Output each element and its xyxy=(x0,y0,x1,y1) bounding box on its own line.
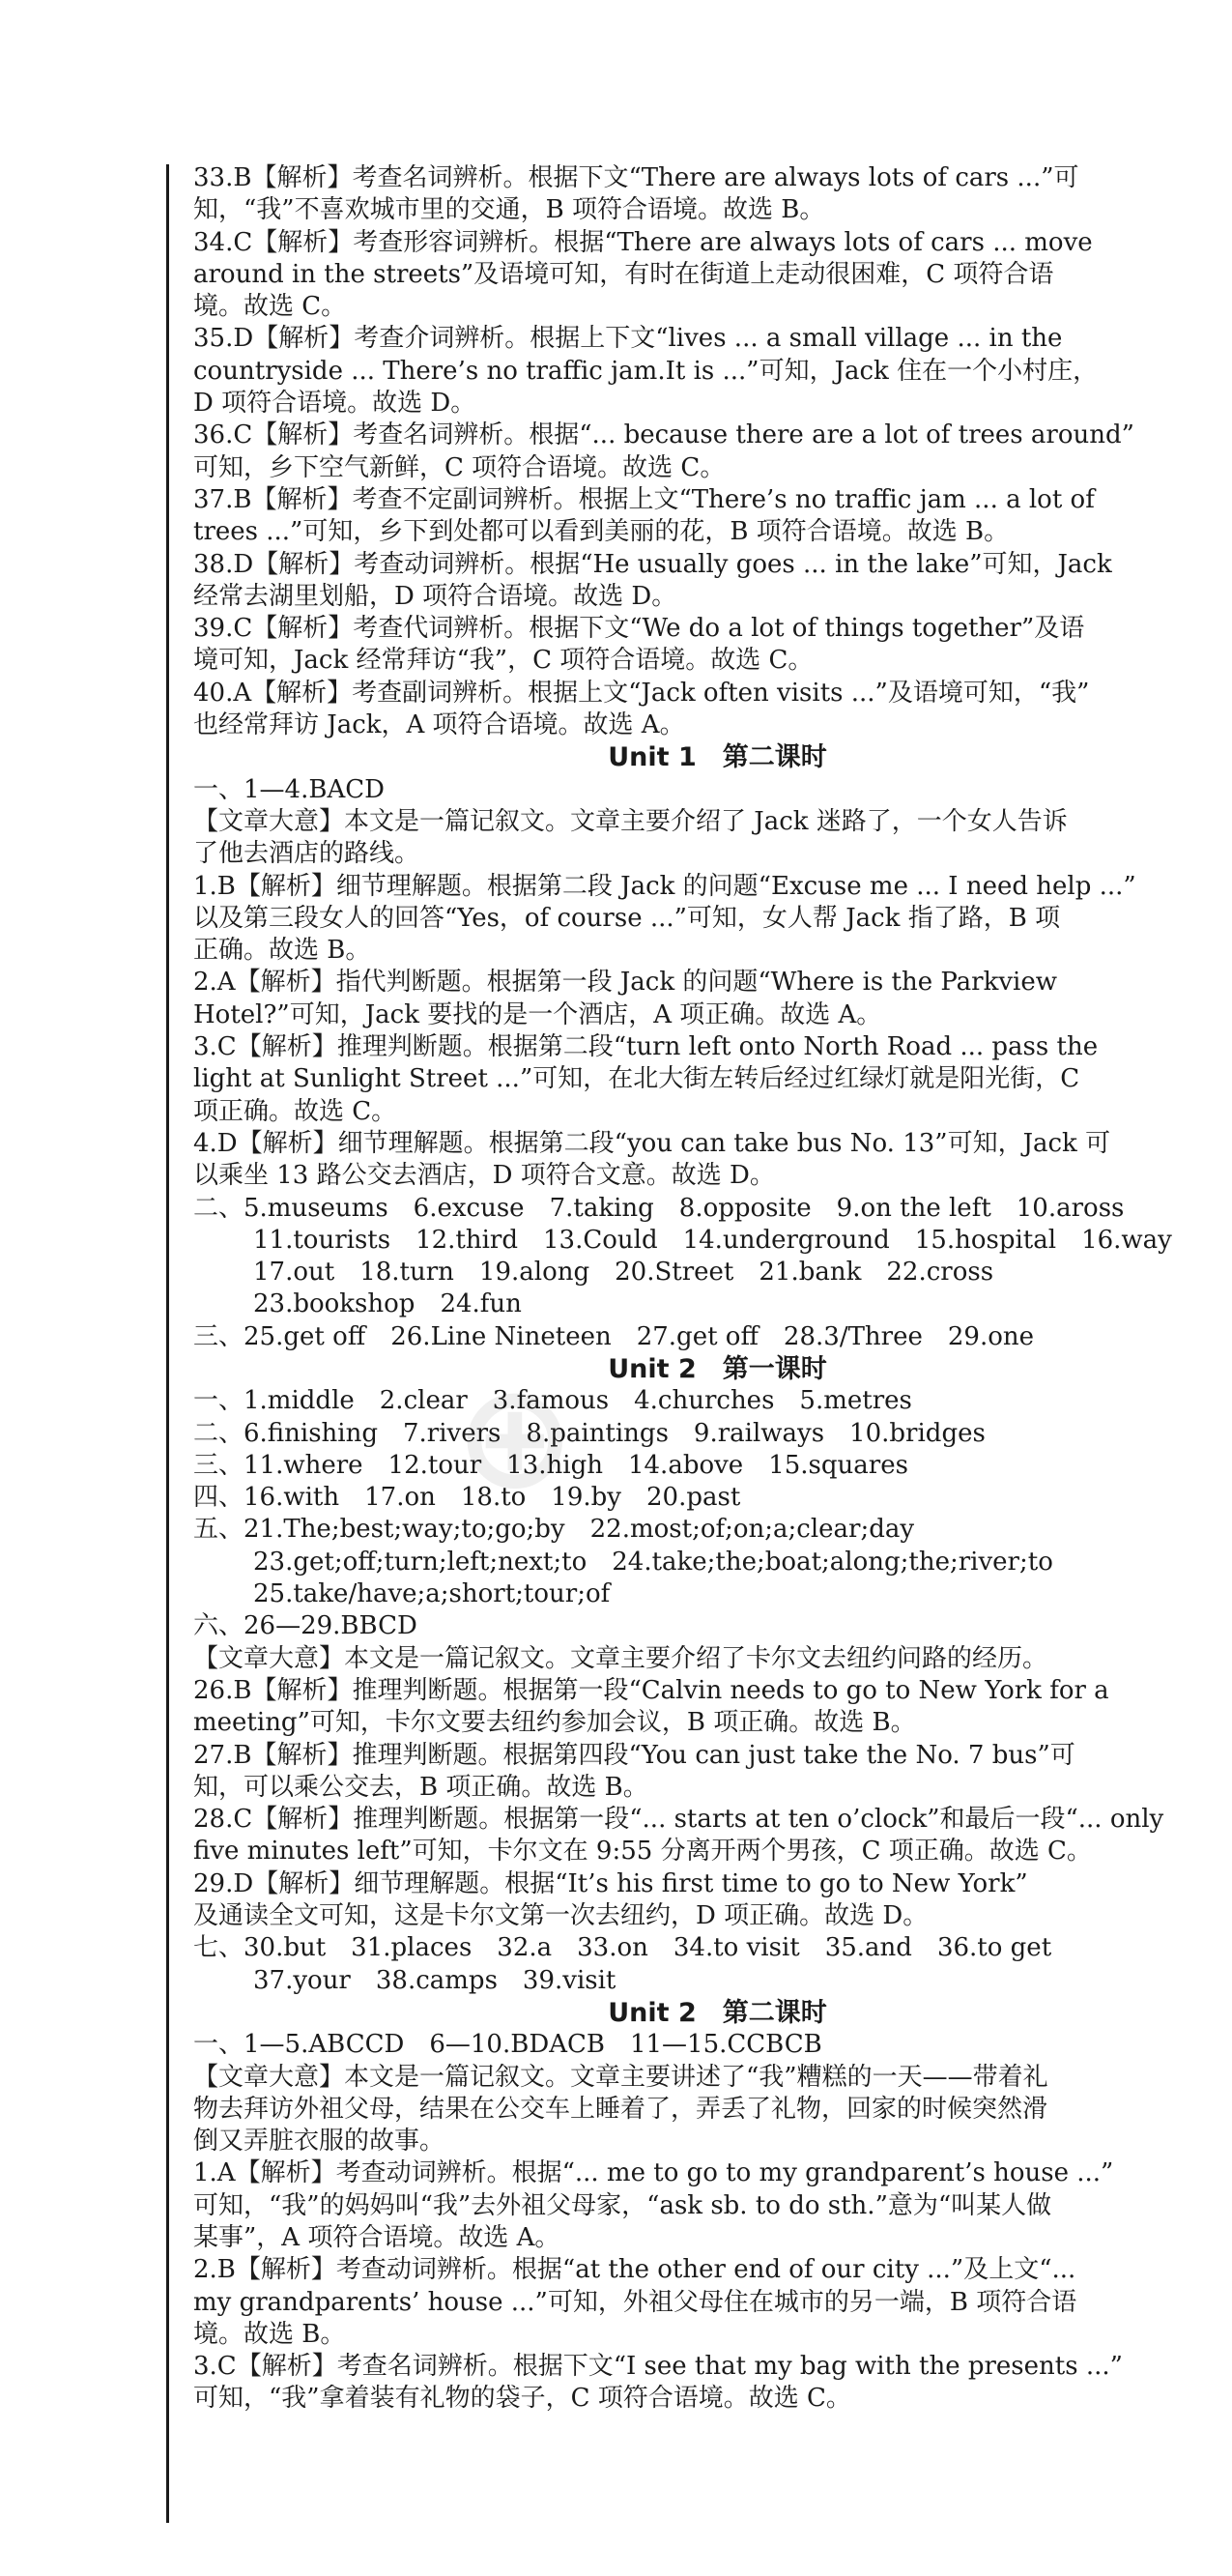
text-line: 3.C【解析】考查名词辨析。根据下文“I see that my bag with the presents ...” xyxy=(193,2352,1123,2382)
section-heading: Unit 2 第二课时 xyxy=(608,1997,827,2028)
text-line: around in the streets”及语境可知，有时在街道上走动很困难，C 项符合语 xyxy=(193,259,1054,289)
text-line: 11.tourists 12.third 13.Could 14.underground 15.hospital 16.way xyxy=(253,1225,1172,1255)
left-margin-rule xyxy=(166,164,169,2523)
text-line: 以乘坐 13 路公交去酒店，D 项符合文意。故选 D。 xyxy=(193,1161,775,1191)
text-line: 27.B【解析】推理判断题。根据第四段“You can just take the No. 7 bus”可 xyxy=(193,1740,1075,1770)
text-line: 【文章大意】本文是一篇记叙文。文章主要介绍了卡尔文去纽约问路的经历。 xyxy=(193,1643,1048,1673)
text-line: 37.B【解析】考查不定副词辨析。根据上文“There’s no traffic jam ... a lot of xyxy=(193,484,1095,514)
text-line: 可知，乡下空气新鲜，C 项符合语境。故选 C。 xyxy=(193,452,726,482)
text-line: 五、21.The;best;way;to;go;by 22.most;of;on;a;clear;day xyxy=(193,1515,915,1545)
text-line: meeting”可知，卡尔文要去纽约参加会议，B 项正确。故选 B。 xyxy=(193,1708,916,1738)
text-line: 29.D【解析】细节理解题。根据“It’s his first time to go to New York” xyxy=(193,1868,1028,1898)
text-line: 三、11.where 12.tour 13.high 14.above 15.squares xyxy=(193,1450,908,1480)
text-line: 23.get;off;turn;left;next;to 24.take;the;boat;along;the;river;to xyxy=(253,1547,1053,1577)
text-line: 知，可以乘公交去，B 项正确。故选 B。 xyxy=(193,1772,648,1802)
text-line: 也经常拜访 Jack，A 项符合语境。故选 A。 xyxy=(193,710,685,740)
text-line: 知，“我”不喜欢城市里的交通，B 项符合语境。故选 B。 xyxy=(193,195,825,225)
text-line: 25.take/have;a;short;tour;of xyxy=(253,1579,611,1609)
text-line: 一、1—4.BACD xyxy=(193,774,385,804)
text-line: 某事”，A 项符合语境。故选 A。 xyxy=(193,2223,560,2252)
text-line: 2.A【解析】指代判断题。根据第一段 Jack 的问题“Where is the Parkview xyxy=(193,968,1058,998)
text-line: trees ...”可知，乡下到处都可以看到美丽的花，B 项符合语境。故选 B。 xyxy=(193,517,1010,547)
text-line: 【文章大意】本文是一篇记叙文。文章主要讲述了“我”糟糕的一天——带着礼 xyxy=(193,2062,1048,2092)
text-line: 28.C【解析】推理判断题。根据第一段“... starts at ten o’clock”和最后一段“... only xyxy=(193,1805,1164,1835)
text-line: 经常去湖里划船，D 项符合语境。故选 D。 xyxy=(193,581,677,611)
text-line: my grandparents’ house ...”可知，外祖父母住在城市的另一端，B 项符合语 xyxy=(193,2287,1077,2317)
text-line: 23.bookshop 24.fun xyxy=(253,1289,522,1319)
text-line: Hotel?”可知，Jack 要找的是一个酒店，A 项正确。故选 A。 xyxy=(193,999,882,1029)
watermark-mark: ⊕ xyxy=(454,1353,576,1521)
text-line: 七、30.but 31.places 32.a 33.on 34.to visit 35.and 36.to get xyxy=(193,1933,1052,1963)
text-line: 38.D【解析】考查动词辨析。根据“He usually goes ... in the lake”可知，Jack xyxy=(193,549,1112,579)
text-line: 境。故选 B。 xyxy=(193,2319,346,2349)
text-line: 物去拜访外祖父母，结果在公交车上睡着了，弄丢了礼物，回家的时候突然滑 xyxy=(193,2094,1048,2124)
text-line: 正确。故选 B。 xyxy=(193,936,371,966)
text-line: 26.B【解析】推理判断题。根据第一段“Calvin needs to go to New York for a xyxy=(193,1675,1109,1705)
text-line: 了他去酒店的路线。 xyxy=(193,839,420,869)
text-line: 35.D【解析】考查介词辨析。根据上下文“lives ... a small village ... in the xyxy=(193,324,1063,354)
text-line: 可知，“我”拿着装有礼物的袋子，C 项符合语境。故选 C。 xyxy=(193,2384,851,2414)
text-line: 四、16.with 17.on 18.to 19.by 20.past xyxy=(193,1483,741,1513)
text-line: five minutes left”可知，卡尔文在 9:55 分离开两个男孩，C 项正确。故选 C。 xyxy=(193,1837,1092,1867)
text-line: 一、1—5.ABCCD 6—10.BDACB 11—15.CCBCB xyxy=(193,2030,822,2060)
section-heading: Unit 2 第一课时 xyxy=(608,1353,827,1384)
text-line: 境。故选 C。 xyxy=(193,292,347,322)
text-line: 二、6.finishing 7.rivers 8.paintings 9.railways 10.bridges xyxy=(193,1418,986,1448)
text-line: 【文章大意】本文是一篇记叙文。文章主要介绍了 Jack 迷路了，一个女人告诉 xyxy=(193,806,1068,836)
text-line: 17.out 18.turn 19.along 20.Street 21.bank 22.cross xyxy=(253,1258,994,1288)
text-line: 40.A【解析】考查副词辨析。根据上文“Jack often visits ...”及语境可知，“我” xyxy=(193,678,1090,708)
text-line: 1.B【解析】细节理解题。根据第二段 Jack 的问题“Excuse me ... I need help ...” xyxy=(193,871,1136,901)
text-line: 3.C【解析】推理判断题。根据第二段“turn left onto North Road ... pass the xyxy=(193,1032,1099,1062)
text-line: 1.A【解析】考查动词辨析。根据“... me to go to my grandparent’s house ...” xyxy=(193,2158,1114,2188)
text-line: 六、26—29.BBCD xyxy=(193,1611,417,1641)
text-line: 2.B【解析】考查动词辨析。根据“at the other end of our city ...”及上文“... xyxy=(193,2255,1076,2285)
text-line: light at Sunlight Street ...”可知，在北大街左转后经过红绿灯就是阳光街，C xyxy=(193,1064,1080,1094)
text-line: 一、1.middle 2.clear 3.famous 4.churches 5.metres xyxy=(193,1386,912,1416)
text-line: 37.your 38.camps 39.visit xyxy=(253,1965,616,1995)
text-line: 项正确。故选 C。 xyxy=(193,1096,397,1126)
text-line: 36.C【解析】考查名词辨析。根据“... because there are a lot of trees around” xyxy=(193,420,1134,450)
text-line: 33.B【解析】考查名词辨析。根据下文“There are always lots of cars ...”可 xyxy=(193,163,1079,192)
text-line: countryside ... There’s no traffic jam.It is ...”可知，Jack 住在一个小村庄， xyxy=(193,356,1099,386)
answer-content xyxy=(193,162,1203,2416)
text-line: 以及第三段女人的回答“Yes，of course ...”可知，女人帮 Jack 指了路，B 项 xyxy=(193,903,1061,933)
text-line: 三、25.get off 26.Line Nineteen 27.get off 28.3/Three 29.one xyxy=(193,1321,1034,1351)
text-line: 及通读全文可知，这是卡尔文第一次去纽约，D 项正确。故选 D。 xyxy=(193,1901,929,1931)
text-line: 4.D【解析】细节理解题。根据第二段“you can take bus No. 13”可知，Jack 可 xyxy=(193,1128,1111,1158)
text-line: 可知，“我”的妈妈叫“我”去外祖父母家，“ask sb. to do sth.”意为“叫某人做 xyxy=(193,2190,1052,2220)
text-line: 倒又弄脏衣服的故事。 xyxy=(193,2127,445,2156)
text-line: D 项符合语境。故选 D。 xyxy=(193,389,476,419)
text-line: 二、5.museums 6.excuse 7.taking 8.opposite 9.on the left 10.aross xyxy=(193,1193,1125,1223)
section-heading: Unit 1 第二课时 xyxy=(608,742,827,773)
text-line: 境可知，Jack 经常拜访“我”，C 项符合语境。故选 C。 xyxy=(193,646,814,676)
text-line: 34.C【解析】考查形容词辨析。根据“There are always lots of cars ... move xyxy=(193,227,1093,257)
text-line: 39.C【解析】考查代词辨析。根据下文“We do a lot of things together”及语 xyxy=(193,614,1085,644)
